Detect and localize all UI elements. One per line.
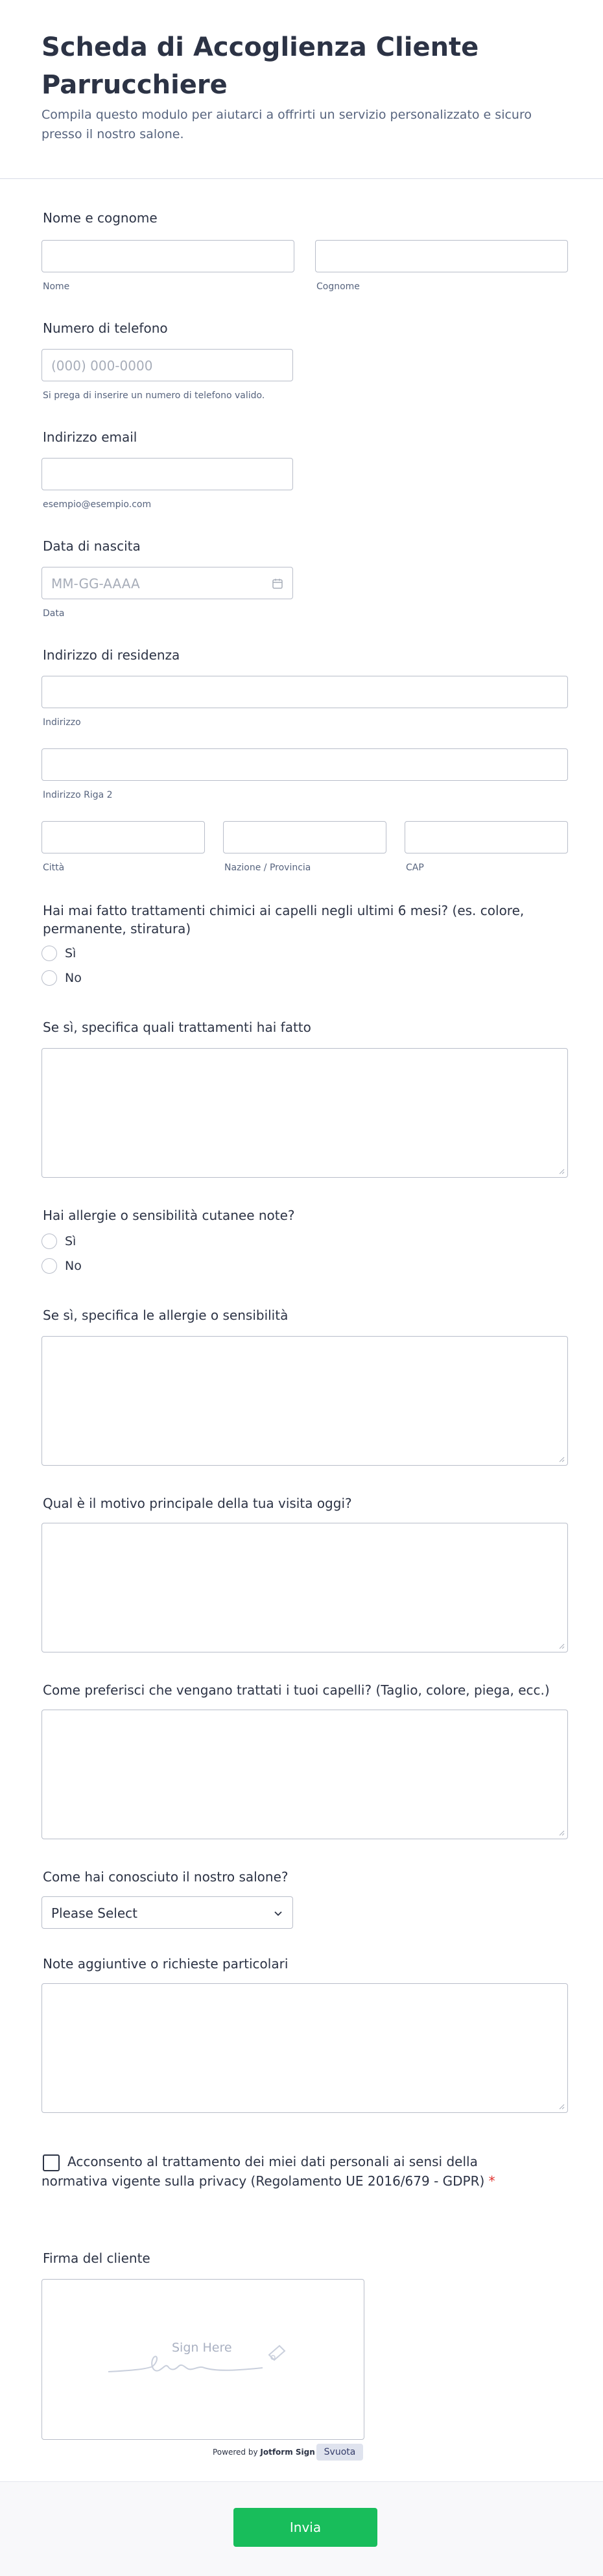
source-select[interactable] xyxy=(41,1896,293,1929)
radio-circle[interactable] xyxy=(41,1258,57,1274)
notes-textarea[interactable] xyxy=(41,1983,568,2113)
last-name-sublabel: Cognome xyxy=(316,281,360,292)
zip-input[interactable] xyxy=(405,821,568,853)
resize-handle-icon[interactable] xyxy=(558,2103,565,2110)
allergy-label: Hai allergie o sensibilità cutanee note? xyxy=(43,1208,295,1223)
birth-date-input[interactable] xyxy=(41,567,293,599)
allergy-detail-textarea[interactable] xyxy=(41,1336,568,1466)
source-selected-value: Please Select xyxy=(51,1905,137,1921)
address-line1-input[interactable] xyxy=(41,676,568,708)
last-name-input[interactable] xyxy=(315,240,568,272)
first-name-input[interactable] xyxy=(41,240,294,272)
first-name-sublabel: Nome xyxy=(43,281,70,292)
signature-label: Firma del cliente xyxy=(43,2250,150,2266)
state-sublabel: Nazione / Provincia xyxy=(224,863,311,873)
hair-preference-textarea[interactable] xyxy=(41,1710,568,1839)
chevron-down-icon xyxy=(273,1908,283,1918)
resize-handle-icon[interactable] xyxy=(558,1830,565,1836)
calendar-icon[interactable] xyxy=(272,578,283,590)
powered-prefix: Powered by xyxy=(213,2448,258,2457)
signature-placeholder: Sign Here xyxy=(172,2341,232,2355)
email-label: Indirizzo email xyxy=(43,429,137,445)
consent-label: Acconsento al trattamento dei miei dati personali ai sensi della normativa vigente sulla privacy (Regolamento UE 2016/679 - GDPR) xyxy=(41,2154,485,2189)
city-input[interactable] xyxy=(41,821,205,853)
hair-preference-label: Come preferisci che vengano trattati i tuoi capelli? (Taglio, colore, piega, ecc.) xyxy=(43,1682,550,1698)
state-input[interactable] xyxy=(223,821,386,853)
submit-button[interactable]: Invia xyxy=(233,2508,377,2547)
birth-date-label: Data di nascita xyxy=(43,538,141,554)
consent-checkbox[interactable] xyxy=(43,2154,60,2171)
source-label: Come hai conosciuto il nostro salone? xyxy=(43,1869,289,1885)
radio-circle[interactable] xyxy=(41,946,57,961)
phone-sublabel: Si prega di inserire un numero di telefono valido. xyxy=(43,390,265,401)
clear-signature-button[interactable]: Svuota xyxy=(316,2444,363,2461)
city-sublabel: Città xyxy=(43,863,65,873)
address-label: Indirizzo di residenza xyxy=(43,647,180,663)
birth-date-placeholder: MM-GG-AAAA xyxy=(51,576,140,591)
radio-circle[interactable] xyxy=(41,1234,57,1249)
chem-detail-textarea[interactable] xyxy=(41,1048,568,1178)
allergy-detail-label: Se sì, specifica le allergie o sensibilità xyxy=(43,1307,289,1323)
name-label: Nome e cognome xyxy=(43,210,158,226)
address-line2-input[interactable] xyxy=(41,748,568,781)
powered-by xyxy=(213,2448,315,2457)
zip-sublabel: CAP xyxy=(406,863,424,873)
visit-reason-textarea[interactable] xyxy=(41,1523,568,1652)
notes-label: Note aggiuntive o richieste particolari xyxy=(43,1956,289,1972)
phone-input[interactable] xyxy=(41,349,293,381)
birth-date-sublabel: Data xyxy=(43,608,65,619)
resize-handle-icon[interactable] xyxy=(558,1456,565,1462)
chem-detail-label: Se sì, specifica quali trattamenti hai fatto xyxy=(43,1020,311,1035)
email-input[interactable] xyxy=(41,458,293,490)
jotform-sign-logo: Jotform Sign xyxy=(260,2448,315,2457)
signature-squiggle-icon xyxy=(107,2342,302,2381)
radio-label: No xyxy=(65,971,82,985)
radio-circle[interactable] xyxy=(41,970,57,986)
radio-label: Sì xyxy=(65,946,77,960)
radio-label: No xyxy=(65,1259,82,1273)
email-sublabel: esempio@esempio.com xyxy=(43,499,152,510)
resize-handle-icon[interactable] xyxy=(558,1643,565,1649)
signature-pad[interactable] xyxy=(41,2279,364,2440)
phone-placeholder: (000) 000-0000 xyxy=(51,358,153,374)
phone-label: Numero di telefono xyxy=(43,320,168,336)
chem-treatment-label: Hai mai fatto trattamenti chimici ai capelli negli ultimi 6 mesi? (es. colore, permanente, stiratura) xyxy=(43,903,525,936)
radio-label: Sì xyxy=(65,1234,77,1248)
form-header xyxy=(0,0,603,179)
form-subtitle: Compila questo modulo per aiutarci a offrirti un servizio personalizzato e sicuro presso il nostro salone. xyxy=(41,108,532,141)
resize-handle-icon[interactable] xyxy=(558,1168,565,1175)
form-title: Scheda di Accoglienza Cliente Parrucchiere xyxy=(41,32,479,100)
address-line1-sublabel: Indirizzo xyxy=(43,717,81,728)
address-line2-sublabel: Indirizzo Riga 2 xyxy=(43,790,113,800)
visit-reason-label: Qual è il motivo principale della tua visita oggi? xyxy=(43,1496,352,1511)
consent-text xyxy=(41,2152,495,2191)
required-mark: * xyxy=(488,2173,495,2189)
